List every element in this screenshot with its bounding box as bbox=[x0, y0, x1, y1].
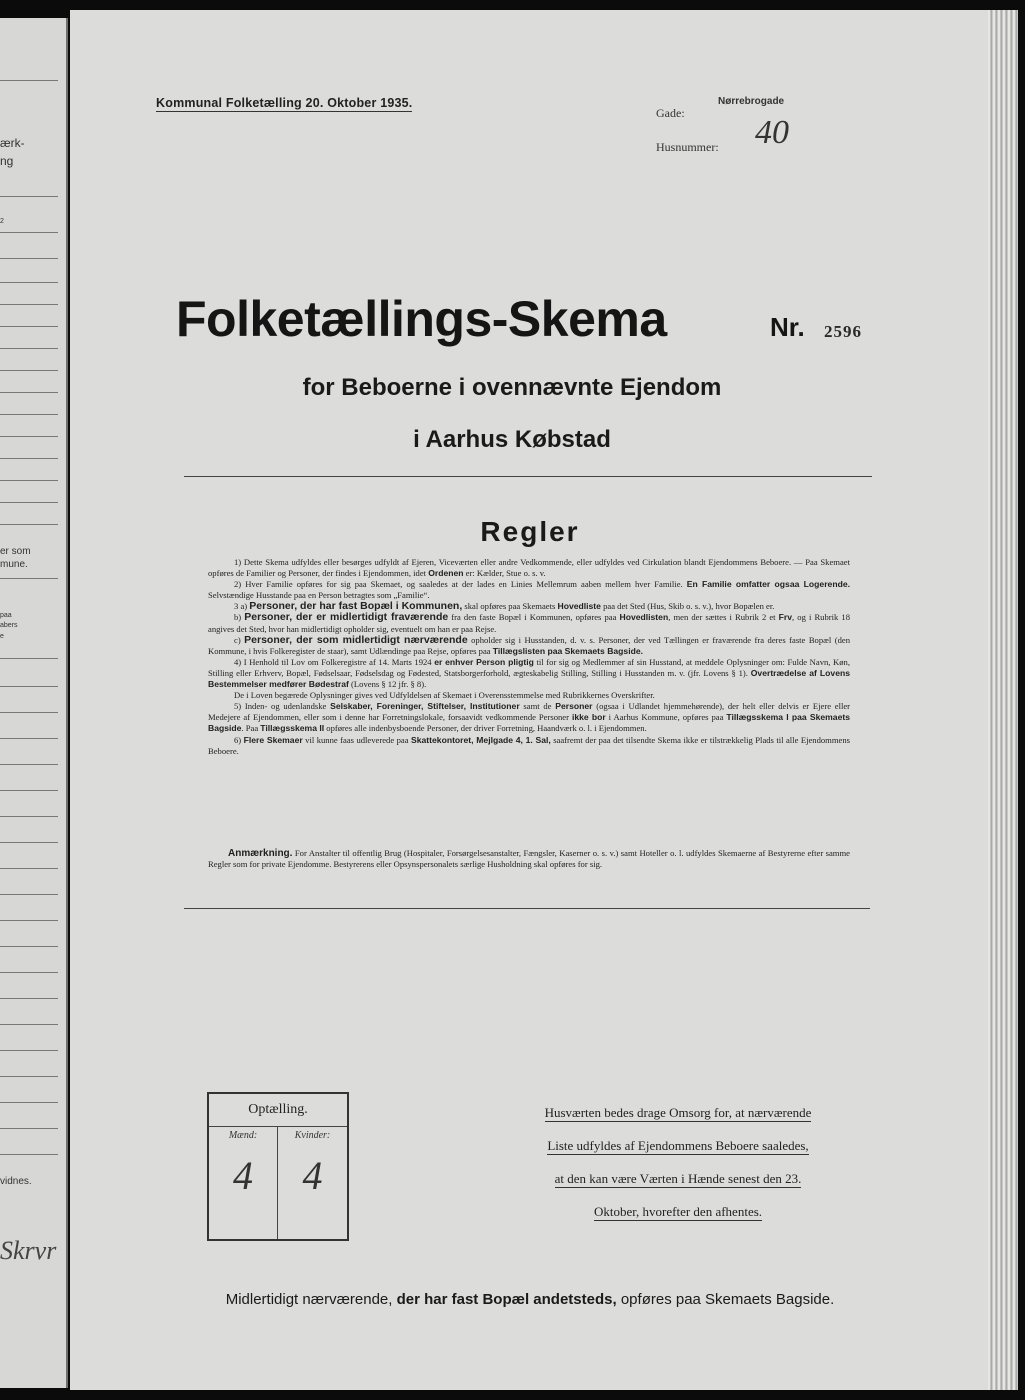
instruction-line: Liste udfyldes af Ejendommens Beboere saaledes, bbox=[547, 1138, 809, 1153]
remark-paragraph: Anmærkning. For Anstalter til offentlig Brug (Hospitaler, Forsørgelsesanstalter, Fængsler, Kaserner o. s. v.) samt Hoteller o. l. udfyldes Skemaerne af Bestyrerne efter samme Regler som for private Ejendomme. Bestyrerens eller Opsynspersonalets særlige Husholdning skal opføres for sig. bbox=[208, 848, 850, 870]
form-line bbox=[0, 304, 58, 305]
divider bbox=[184, 476, 872, 477]
text-fragment: ærk- bbox=[0, 136, 25, 150]
form-line bbox=[0, 1076, 58, 1077]
text-fragment: abers bbox=[0, 622, 18, 629]
form-line bbox=[0, 790, 58, 791]
rules-body bbox=[208, 557, 850, 757]
text-fragment: 2 bbox=[0, 218, 4, 225]
street-label: Gade: bbox=[656, 106, 685, 120]
men-label: Mænd: bbox=[228, 1130, 258, 1141]
form-line bbox=[0, 392, 58, 393]
census-form-page bbox=[70, 10, 990, 1390]
form-line bbox=[0, 972, 58, 973]
text-fragment: e bbox=[0, 633, 4, 640]
form-line bbox=[0, 764, 58, 765]
footer-note: Midlertidigt nærværende, der har fast Bopæl andetsteds, opføres paa Skemaets Bagside. bbox=[225, 1291, 835, 1308]
form-line bbox=[0, 738, 58, 739]
form-line bbox=[0, 414, 58, 415]
previous-page-edge bbox=[0, 18, 68, 1388]
form-line bbox=[0, 458, 58, 459]
handwritten-signature: Skrvr bbox=[0, 1236, 57, 1265]
rule-3b: b) Personer, der er midlertidigt fraværende fra den faste Bopæl i Kommunen, opføres paa Hovedlisten, men der sættes i Rubrik 2 et Frv, og i Rubrik 18 angives det Sted, hvor han midlertidigt opholder sig, eventuelt om han er paa Rejse. bbox=[208, 611, 851, 634]
instruction-line: at den kan være Værten i Hænde senest den 23. bbox=[554, 1171, 802, 1186]
form-line bbox=[0, 920, 58, 921]
text-fragment: ng bbox=[0, 154, 14, 168]
form-line bbox=[0, 436, 58, 437]
form-line bbox=[0, 658, 58, 659]
form-line bbox=[0, 258, 58, 259]
women-count: 4 bbox=[302, 1153, 323, 1198]
women-column bbox=[278, 1126, 347, 1239]
form-line bbox=[0, 712, 58, 713]
form-line bbox=[0, 480, 58, 481]
rule-3c: c) Personer, der som midlertidigt nærværende opholder sig i Husstanden, d. v. s. Personer, der ved Tællingen er fraværende fra deres faste Bopæl (den Kommune, i hvis Folkeregister de staar), samt Udlændinge paa Rejse, opføres paa Tillægslisten paa Skemaets Bagside. bbox=[208, 633, 851, 656]
form-number-label: Nr. bbox=[770, 312, 805, 342]
men-count: 4 bbox=[233, 1153, 253, 1198]
form-line bbox=[0, 578, 58, 579]
form-line bbox=[0, 326, 58, 327]
text-fragment: er som bbox=[0, 546, 31, 557]
women-label: Kvinder: bbox=[294, 1130, 331, 1141]
remark-note bbox=[208, 848, 850, 870]
form-line bbox=[0, 282, 58, 283]
rule-1: 1) Dette Skema udfyldes eller besørges udfyldt af Ejeren, Viceværten eller andre Vedkommende, eller udfyldes ved Cirkulation blandt Ejendommens Beboere. — Paa Skemaet opføres de Familier og Personer, der findes i Ejendommen, idet Ordenen er: Kælder, Stue o. s. v. bbox=[208, 557, 850, 579]
form-line bbox=[0, 1024, 58, 1025]
form-line bbox=[0, 1050, 58, 1051]
form-title: Folketællings-Skema bbox=[176, 291, 667, 347]
form-number-value: 2596 bbox=[824, 322, 862, 341]
rule-5: 5) Inden- og udenlandske Selskaber, Foreninger, Stiftelser, Institutioner samt de Personer (ogsaa i Udlandet hjemmehørende), der helt eller delvis er Ejere eller Medejere af Ejendommen, eller som i denne har Forretningslokale, forsaavidt vedkommende Personer ikke bor i Aarhus Kommune, opføres paa Tillægsskema I paa Skemaets Bagside. Paa Tillægsskema II opføres alle indenbysboende Personer, der driver Forretning, Haandværk o. l. i Ejendommen. bbox=[208, 701, 851, 734]
form-line bbox=[0, 946, 58, 947]
form-line bbox=[0, 80, 58, 81]
rule-2: 2) Hver Familie opføres for sig paa Skemaet, og saaledes at der lades en Linies Mellemrum aaben mellem hver Familie. En Familie omfatter ogsaa Logerende. Selvstændige Husstande paa en Person betragtes som „Familie“. bbox=[208, 579, 850, 601]
rule-4: 4) I Henhold til Lov om Folkeregistre af 14. Marts 1924 er enhver Person pligtig til for sig og Medlemmer af sin Husstand, at meddele Oplysninger om: Fulde Navn, Køn, Stilling eller Erhverv, Bopæl, Fødselsaar, Fødselsdag og Fødested, Statsborgerforhold, ægteskabelig Stilling, Stilling i Husstanden m. v. (jfr. Lovens § 1). Overtrædelse af Lovens Bestemmelser medfører Bødestraf (Lovens § 12 jfr. § 8). bbox=[208, 656, 850, 690]
house-number-label: Husnummer: bbox=[656, 140, 719, 154]
form-line bbox=[0, 502, 58, 503]
men-column bbox=[209, 1126, 278, 1239]
rules-heading: Regler bbox=[480, 516, 580, 547]
form-line bbox=[0, 868, 58, 869]
form-location: i Aarhus Købstad bbox=[413, 426, 611, 453]
form-line bbox=[0, 686, 58, 687]
instruction-line: Husværten bedes drage Omsorg for, at nærværende bbox=[544, 1105, 812, 1120]
rule-6: 6) Flere Skemaer vil kunne faas udleverede paa Skattekontoret, Mejlgade 4, 1. Sal, saafremt der paa det tilsendte Skema ikke er tilstrækkelig Plads til alle Ejendommens Beboere. bbox=[208, 734, 851, 756]
form-line bbox=[0, 894, 58, 895]
count-title: Optælling. bbox=[209, 1094, 347, 1127]
divider bbox=[184, 908, 870, 909]
street-stamp: Nørrebrogade bbox=[718, 96, 785, 107]
text-fragment: mune. bbox=[0, 559, 28, 570]
form-line bbox=[0, 1102, 58, 1103]
form-line bbox=[0, 1128, 58, 1129]
form-line bbox=[0, 196, 58, 197]
house-number-handwritten: 40 bbox=[755, 114, 789, 151]
remark-label: Anmærkning. bbox=[228, 848, 293, 859]
form-line bbox=[0, 998, 58, 999]
text-fragment: vidnes. bbox=[0, 1176, 32, 1187]
rule-4-note: De i Loven begærede Oplysninger gives ved Udfyldelsen af Skemaet i Overensstemmelse med Rubrikkernes Overskrifter. bbox=[234, 690, 655, 701]
form-line bbox=[0, 232, 58, 233]
rule-3a: 3 a) Personer, der har fast Bopæl i Kommunen, skal opføres paa Skemaets Hovedliste paa det Sted (Hus, Skib o. s. v.), hvor Bopælen er. bbox=[234, 600, 775, 613]
form-line bbox=[0, 816, 58, 817]
count-box bbox=[207, 1092, 349, 1241]
form-line bbox=[0, 370, 58, 371]
form-line bbox=[0, 842, 58, 843]
landlord-instructions bbox=[510, 1096, 846, 1228]
form-line bbox=[0, 348, 58, 349]
census-title: Kommunal Folketælling 20. Oktober 1935. bbox=[156, 96, 413, 110]
text-fragment: paa bbox=[0, 612, 12, 619]
page-stack-edge bbox=[988, 10, 1018, 1390]
form-line bbox=[0, 1154, 58, 1155]
instruction-line: Oktober, hvorefter den afhentes. bbox=[593, 1204, 763, 1219]
form-line bbox=[0, 524, 58, 525]
form-subtitle: for Beboerne i ovennævnte Ejendom bbox=[302, 374, 722, 401]
